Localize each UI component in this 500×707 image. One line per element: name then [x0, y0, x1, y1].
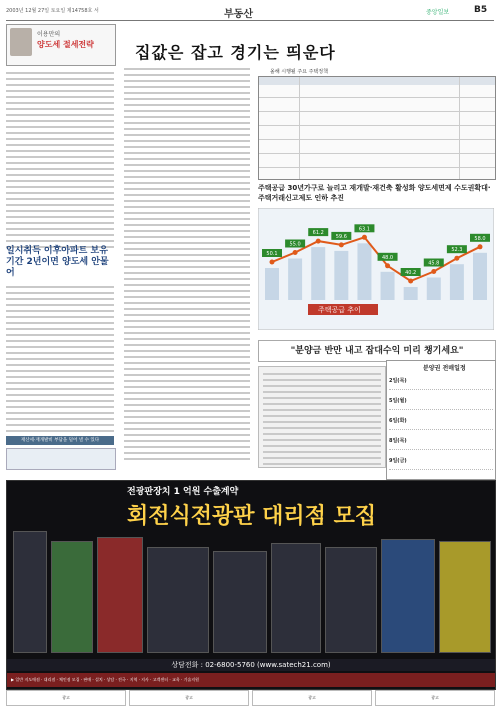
- column-title: 양도세 절세전략: [37, 40, 94, 49]
- display-machine: [51, 541, 93, 653]
- display-machine: [381, 539, 435, 653]
- paper-name: 중앙일보: [426, 9, 450, 16]
- page-number: B5: [474, 5, 488, 15]
- chart-point: [339, 242, 344, 247]
- schedule-row: [389, 395, 493, 410]
- sidebar-article: [258, 366, 386, 468]
- display-machine: [439, 541, 491, 653]
- schedule-date: 9일(금): [389, 458, 407, 464]
- chart-point: [316, 239, 321, 244]
- table-divider: [299, 77, 300, 179]
- chart-data-label: 40.2: [405, 270, 417, 276]
- chart-bar: [288, 259, 302, 301]
- display-machine: [213, 551, 267, 653]
- schedule-date: 6일(화): [389, 418, 407, 424]
- chart-bar: [404, 287, 418, 300]
- left-ad-bar: 재산세·재개발비 부담을 덜어 낼 수 있다: [6, 436, 114, 445]
- chart-data-label: 45.8: [428, 260, 440, 267]
- left-subhead: 일시취득 이후아파트 보유기간 2년이면 양도세 안물어: [6, 246, 109, 278]
- housing-supply-chart: [258, 208, 494, 330]
- page-header: [6, 4, 494, 21]
- ad-title: 회전식전광판 대리점 모집: [127, 504, 377, 529]
- ad-contact-button[interactable]: 상담전화 : 02-6800-5760 (www.satech21.com): [7, 659, 495, 671]
- chart-data-label: 58.0: [474, 235, 486, 242]
- chart-data-label: 61.2: [312, 230, 324, 237]
- schedule-date: 8일(목): [389, 438, 407, 444]
- schedule-title: 분양권 전매일정: [423, 365, 466, 372]
- chart-point: [385, 263, 390, 268]
- article-subheadline: 주택공급 30년가구로 늘리고 재개발·재건축 활성화 양도세면제 수도권확대·주택거래신고제도 인하 추진: [258, 184, 491, 202]
- schedule-date: 2일(목): [389, 378, 407, 384]
- chart-bar: [473, 253, 487, 300]
- column-body-2: [6, 286, 114, 436]
- column-body: [6, 72, 114, 252]
- schedule-row: [389, 435, 493, 450]
- footer-ad[interactable]: 광고: [252, 690, 372, 706]
- schedule-row: [389, 375, 493, 390]
- author-photo: [10, 28, 32, 56]
- resale-schedule: [386, 360, 496, 480]
- chart-point: [478, 244, 483, 249]
- advertisement: [6, 480, 496, 690]
- chart-point: [408, 279, 413, 284]
- table-divider: [459, 77, 460, 179]
- column-banner: [6, 24, 116, 66]
- schedule-row: [389, 455, 493, 470]
- pull-quote: "분양금 반만 내고 잡대수익 미리 챙기세요": [258, 340, 496, 362]
- chart-bar: [450, 264, 464, 300]
- chart-point: [454, 256, 459, 261]
- chart-bar: [357, 243, 371, 300]
- footer-ad[interactable]: 광고: [129, 690, 249, 706]
- footer-ad[interactable]: 광고: [6, 690, 126, 706]
- chart-bar: [427, 278, 441, 301]
- main-headline: 집값은 잡고 경기는 띄운다: [135, 43, 336, 62]
- footer-ads: [6, 690, 494, 704]
- chart-bar: [265, 268, 279, 300]
- issue-date: 2003년 12월 27일 토요일 제14758호 서: [6, 8, 99, 14]
- chart-data-label: 63.1: [358, 226, 371, 233]
- chart-data-label: 50.1: [266, 251, 278, 257]
- policy-table: [258, 76, 496, 180]
- section-title: 부동산: [224, 9, 253, 20]
- table-title: 올해 시행될 주요 주택정책: [270, 69, 328, 75]
- display-machine: [271, 543, 321, 653]
- ad-tagline: 전광판장치 1 억원 수출계약: [127, 487, 239, 497]
- chart-data-label: 48.0: [381, 254, 394, 261]
- chart-bar: [334, 251, 348, 300]
- chart-data-label: 59.6: [335, 233, 347, 240]
- chart-point: [362, 235, 367, 240]
- ad-footer-strip: ▶ 일반 지도매점 · 대리점 · 체인점 모집 · 판매 · 설치 · 상담 · 전국 · 지역 · 지사 · 고객센터 · 교육 · 기술지원: [7, 673, 495, 687]
- chart-point: [431, 269, 436, 274]
- display-machine: [97, 537, 143, 653]
- chart-data-label: 55.0: [289, 241, 301, 248]
- schedule-row: [389, 415, 493, 430]
- display-machine: [147, 547, 209, 653]
- chart-data-label: 52.3: [451, 247, 463, 254]
- footer-ad[interactable]: 광고: [375, 690, 495, 706]
- schedule-date: 5일(월): [389, 398, 407, 404]
- left-ad-box: [6, 448, 116, 470]
- display-machine: [13, 531, 47, 653]
- chart-point: [293, 250, 298, 255]
- display-machine: [325, 547, 377, 653]
- chart-title: 주택공급 추이: [318, 306, 361, 314]
- chart-bar: [311, 247, 325, 300]
- chart-bar: [381, 272, 395, 300]
- left-column: [6, 24, 116, 469]
- column-author: 이용만의: [37, 31, 61, 38]
- chart-point: [270, 260, 275, 265]
